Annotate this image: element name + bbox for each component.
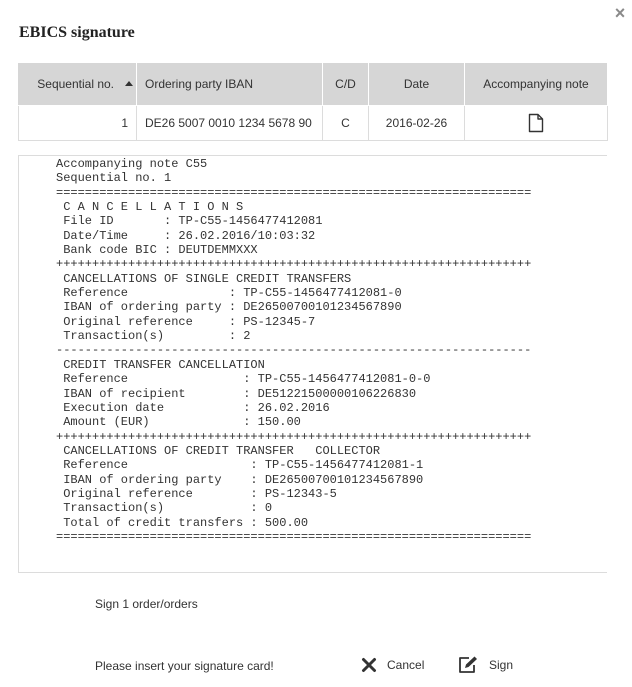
cell-ordering-party-iban: DE26 5007 0010 1234 5678 90	[137, 106, 323, 141]
order-count-label: Sign 1 order/orders	[95, 597, 198, 611]
insert-card-message: Please insert your signature card!	[95, 659, 274, 673]
close-icon[interactable]: ×	[614, 3, 626, 23]
cancel-button[interactable]	[361, 654, 424, 676]
column-header-label: Date	[403, 77, 430, 91]
orders-table	[18, 62, 608, 141]
column-header-label: Accompanying note	[483, 77, 589, 91]
sign-button[interactable]	[457, 654, 513, 676]
table-row[interactable]	[19, 106, 608, 141]
accompanying-note-panel[interactable]	[18, 155, 607, 573]
cell-cd: C	[323, 106, 369, 141]
accompanying-note-text: Accompanying note C55 Sequential no. 1 ================================================================== C A N C E L L A T I O N S File ID : TP-C55-1456477412081 Date/Time : 26.02.2016/10:03:32 Bank code BIC : DEUTDEMMXXX ++++++++++++++++++++++++++++++++++++++++++++++++++++++++++++++++++ CANCELLATIONS OF SINGLE CREDIT TRANSFERS Reference : TP-C55-1456477412081-0 IBAN of ordering party : DE26500700101234567890 Original reference : PS-12345-7 Transaction(s) : 2 ------------------------------------------------------------------ CREDIT TRANSFER CANCELLATION Reference : TP-C55-1456477412081-0-0 IBAN of recipient : DE51221500000106226830 Execution date : 26.02.2016 Amount (EUR) : 150.00 ++++++++++++++++++++++++++++++++++++++++++++++++++++++++++++++++++ CANCELLATIONS OF CREDIT TRANSFER COLLECTOR Reference : TP-C55-1456477412081-1 IBAN of ordering party : DE26500700101234567890 Original reference : PS-12343-5 Transaction(s) : 0 Total of credit transfers : 500.00 ==================================================================	[56, 157, 532, 544]
document-icon[interactable]	[527, 113, 545, 133]
dialog-title: EBICS signature	[19, 24, 135, 41]
sort-ascending-icon[interactable]	[125, 81, 133, 86]
cell-sequential-no: 1	[19, 106, 137, 141]
column-header-sequential-no[interactable]	[19, 63, 137, 106]
column-header-date[interactable]	[369, 63, 465, 106]
column-header-accompanying-note[interactable]	[465, 63, 608, 106]
column-header-label: Ordering party IBAN	[145, 77, 254, 91]
table-header-row	[19, 63, 608, 106]
cell-accompanying-note	[465, 106, 608, 141]
column-header-cd[interactable]	[323, 63, 369, 106]
cell-date: 2016-02-26	[369, 106, 465, 141]
cancel-label: Cancel	[387, 658, 425, 672]
column-header-label: Sequential no.	[37, 77, 114, 91]
x-icon	[361, 657, 377, 673]
column-header-ordering-party-iban[interactable]	[137, 63, 323, 106]
column-header-label: C/D	[335, 77, 356, 91]
edit-icon	[457, 655, 479, 675]
sign-label: Sign	[489, 658, 514, 672]
